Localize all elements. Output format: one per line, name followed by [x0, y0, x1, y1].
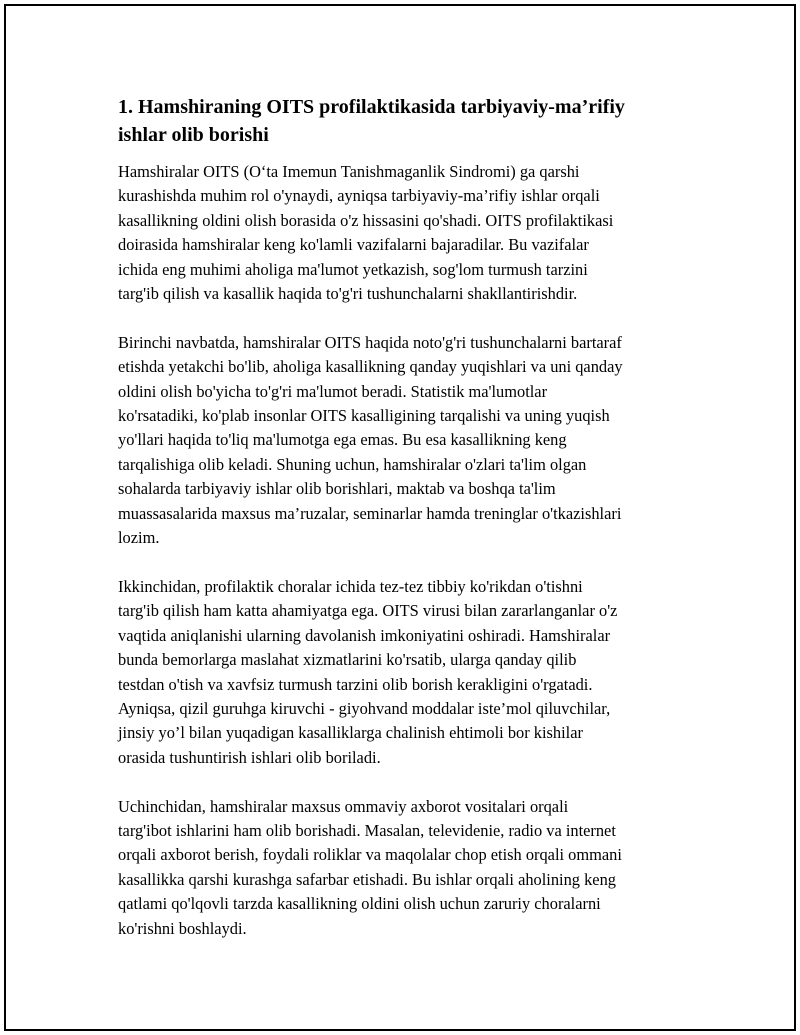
- text-line: orasida tushuntirish ishlari olib boriladi.: [118, 747, 381, 767]
- text-line: Uchinchidan, hamshiralar maxsus ommaviy axborot vositalari orqali: [118, 796, 569, 816]
- text-line: Birinchi navbatda, hamshiralar OITS haqida noto'g'ri tushunchalarni bartaraf: [118, 332, 622, 352]
- text-line: qatlami qo'lqovli tarzda kasallikning oldini olish uchun zaruriy choralarni: [118, 894, 601, 914]
- text-line: sohalarda tarbiyaviy ishlar olib borishlari, maktab va boshqa ta'lim: [118, 479, 556, 499]
- text-line: kasallikning oldini olish borasida o'z hissasini qo'shadi. OITS profilaktikasi: [118, 210, 614, 230]
- text-line: ichida eng muhimi aholiga ma'lumot yetkazish, sog'lom turmush tarzini: [118, 259, 588, 279]
- paragraph-second-point: [118, 575, 688, 770]
- document-body: [118, 93, 688, 965]
- paragraph-third-point: [118, 795, 688, 941]
- text-line: etishda yetakchi bo'lib, aholiga kasallikning qanday yuqishlari va uni qanday: [118, 357, 623, 377]
- text-line: ko'rsatadiki, ko'plab insonlar OITS kasalligining tarqalishi va uning yuqish: [118, 406, 610, 426]
- text-line: Hamshiralar OITS (O‘ta Imemun Tanishmaganlik Sindromi) ga qarshi: [118, 162, 580, 181]
- section-title: [118, 93, 688, 149]
- text-line: jinsiy yo’l bilan yuqadigan kasalliklarga chalinish ehtimoli bor kishilar: [118, 723, 583, 743]
- text-line: Ikkinchidan, profilaktik choralar ichida tez-tez tibbiy ko'rikdan o'tishni: [118, 576, 583, 596]
- paragraph-first-point: [118, 331, 688, 551]
- section-title-line: 1. Hamshiraning OITS profilaktikasida tarbiyaviy-ma’rifiy: [118, 96, 625, 118]
- text-line: lozim.: [118, 528, 160, 548]
- text-line: muassasalarida maxsus ma’ruzalar, seminarlar hamda treninglar o'tkazishlari: [118, 503, 622, 523]
- text-line: oldini olish bo'yicha to'g'ri ma'lumot beradi. Statistik ma'lumotlar: [118, 381, 548, 401]
- text-line: tarqalishiga olib keladi. Shuning uchun, hamshiralar o'zlari ta'lim olgan: [118, 454, 587, 474]
- text-line: vaqtida aniqlanishi ularning davolanish imkoniyatini oshiradi. Hamshiralar: [118, 625, 611, 645]
- text-line: bunda bemorlarga maslahat xizmatlarini ko'rsatib, ularga qanday qilib: [118, 650, 577, 670]
- text-line: targ'ibot ishlarini ham olib borishadi. Masalan, televidenie, radio va internet: [118, 820, 616, 840]
- paragraph-intro: [118, 160, 688, 306]
- text-line: yo'llari haqida to'liq ma'lumotga ega emas. Bu esa kasallikning keng: [118, 430, 567, 450]
- text-line: testdan o'tish va xavfsiz turmush tarzini olib borish kerakligini o'rgatadi.: [118, 674, 593, 694]
- text-line: targ'ib qilish ham katta ahamiyatga ega. OITS virusi bilan zararlanganlar o'z: [118, 601, 618, 621]
- text-line: orqali axborot berish, foydali roliklar va maqolalar chop etish orqali ommani: [118, 845, 622, 865]
- text-line: targ'ib qilish va kasallik haqida to'g'ri tushunchalarni shakllantirishdir.: [118, 284, 578, 304]
- text-line: doirasida hamshiralar keng ko'lamli vazifalarni bajaradilar. Bu vazifalar: [118, 235, 589, 255]
- text-line: ko'rishni boshlaydi.: [118, 918, 247, 938]
- section-title-line: ishlar olib borishi: [118, 124, 269, 146]
- text-line: kurashishda muhim rol o'ynaydi, ayniqsa tarbiyaviy-ma’rifiy ishlar orqali: [118, 186, 600, 206]
- text-line: kasallikka qarshi kurashga safarbar etishadi. Bu ishlar orqali aholining keng: [118, 869, 616, 889]
- text-line: Ayniqsa, qizil guruhga kiruvchi - giyohvand moddalar iste’mol qiluvchilar,: [118, 698, 611, 718]
